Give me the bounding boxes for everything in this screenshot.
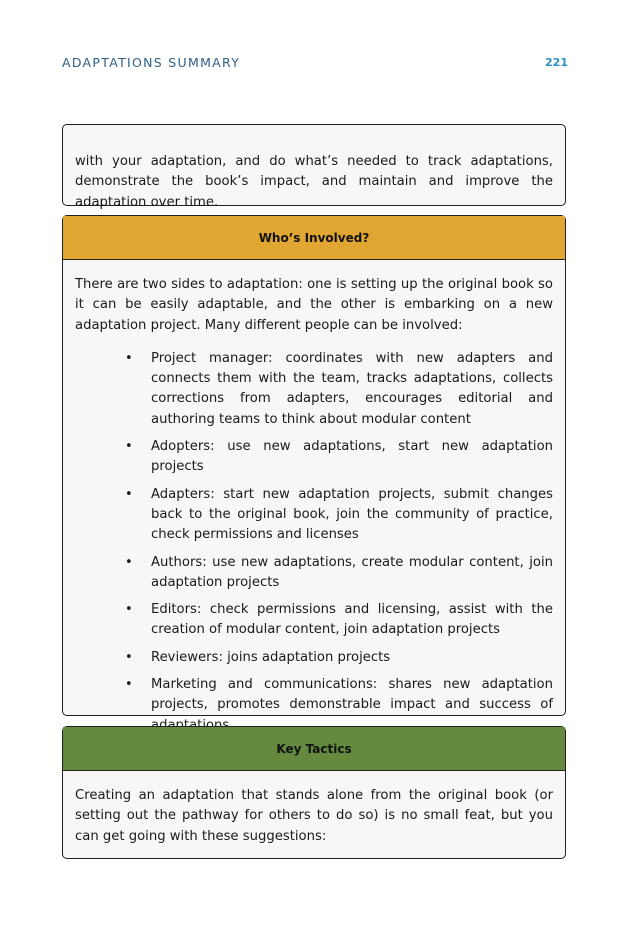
role-list-item xyxy=(125,648,553,668)
whos-involved-box xyxy=(62,215,566,716)
bullet-dot: • xyxy=(125,602,133,618)
role-text: Reviewers: joins adaptation projects xyxy=(151,649,391,665)
key-tactics-intro: Creating an adaptation that stands alone from the original book (or setting out the pathway for others to do so) is no small feat, but you can get going with these suggestions: xyxy=(75,788,553,844)
whos-involved-intro: There are two sides to adaptation: one is setting up the original book so it can be easily adaptable, and the other is embarking on a new adaptation project. Many different people can be involved: xyxy=(75,277,553,333)
role-list-item xyxy=(125,600,553,641)
bullet-dot: • xyxy=(125,554,133,570)
whos-involved-title: Who’s Involved? xyxy=(258,230,370,245)
role-text: Adapters: start new adaptation projects, submit changes back to the original book, join the community of practice, check permissions and licenses xyxy=(151,486,553,543)
key-tactics-box xyxy=(62,726,566,859)
role-list-item xyxy=(125,485,553,546)
whos-involved-header xyxy=(63,216,565,260)
bullet-dot: • xyxy=(125,649,133,665)
roles-list xyxy=(75,349,553,736)
continuation-text: with your adaptation, and do what’s needed to track adaptations, demonstrate the book’s impact, and maintain and improve the adaptation over time. xyxy=(75,154,553,210)
role-text: Project manager: coordinates with new adapters and connects them with the team, tracks adaptations, collects corrections from adapters, encourages editorial and authoring teams to think about modular content xyxy=(151,350,553,427)
role-list-item xyxy=(125,349,553,430)
role-text: Authors: use new adaptations, create modular content, join adaptation projects xyxy=(151,554,553,590)
continuation-box xyxy=(62,124,566,210)
role-text: Adopters: use new adaptations, start new adaptation projects xyxy=(151,439,553,475)
role-list-item xyxy=(125,553,553,594)
running-head: ADAPTATIONS SUMMARY xyxy=(62,55,241,70)
bullet-dot: • xyxy=(125,486,133,502)
bullet-dot: • xyxy=(125,439,133,455)
bullet-dot: • xyxy=(125,677,133,693)
bullet-dot: • xyxy=(125,350,133,366)
role-text: Marketing and communications: shares new adaptation projects, promotes demonstrable impact and success of xyxy=(151,677,553,713)
role-text: Editors: check permissions and licensing, assist with the creation of modular content, join adaptation projects xyxy=(151,602,553,638)
key-tactics-header xyxy=(63,727,565,771)
key-tactics-title: Key Tactics xyxy=(276,741,352,756)
role-list-item xyxy=(125,437,553,478)
page-number: 221 xyxy=(545,56,568,69)
